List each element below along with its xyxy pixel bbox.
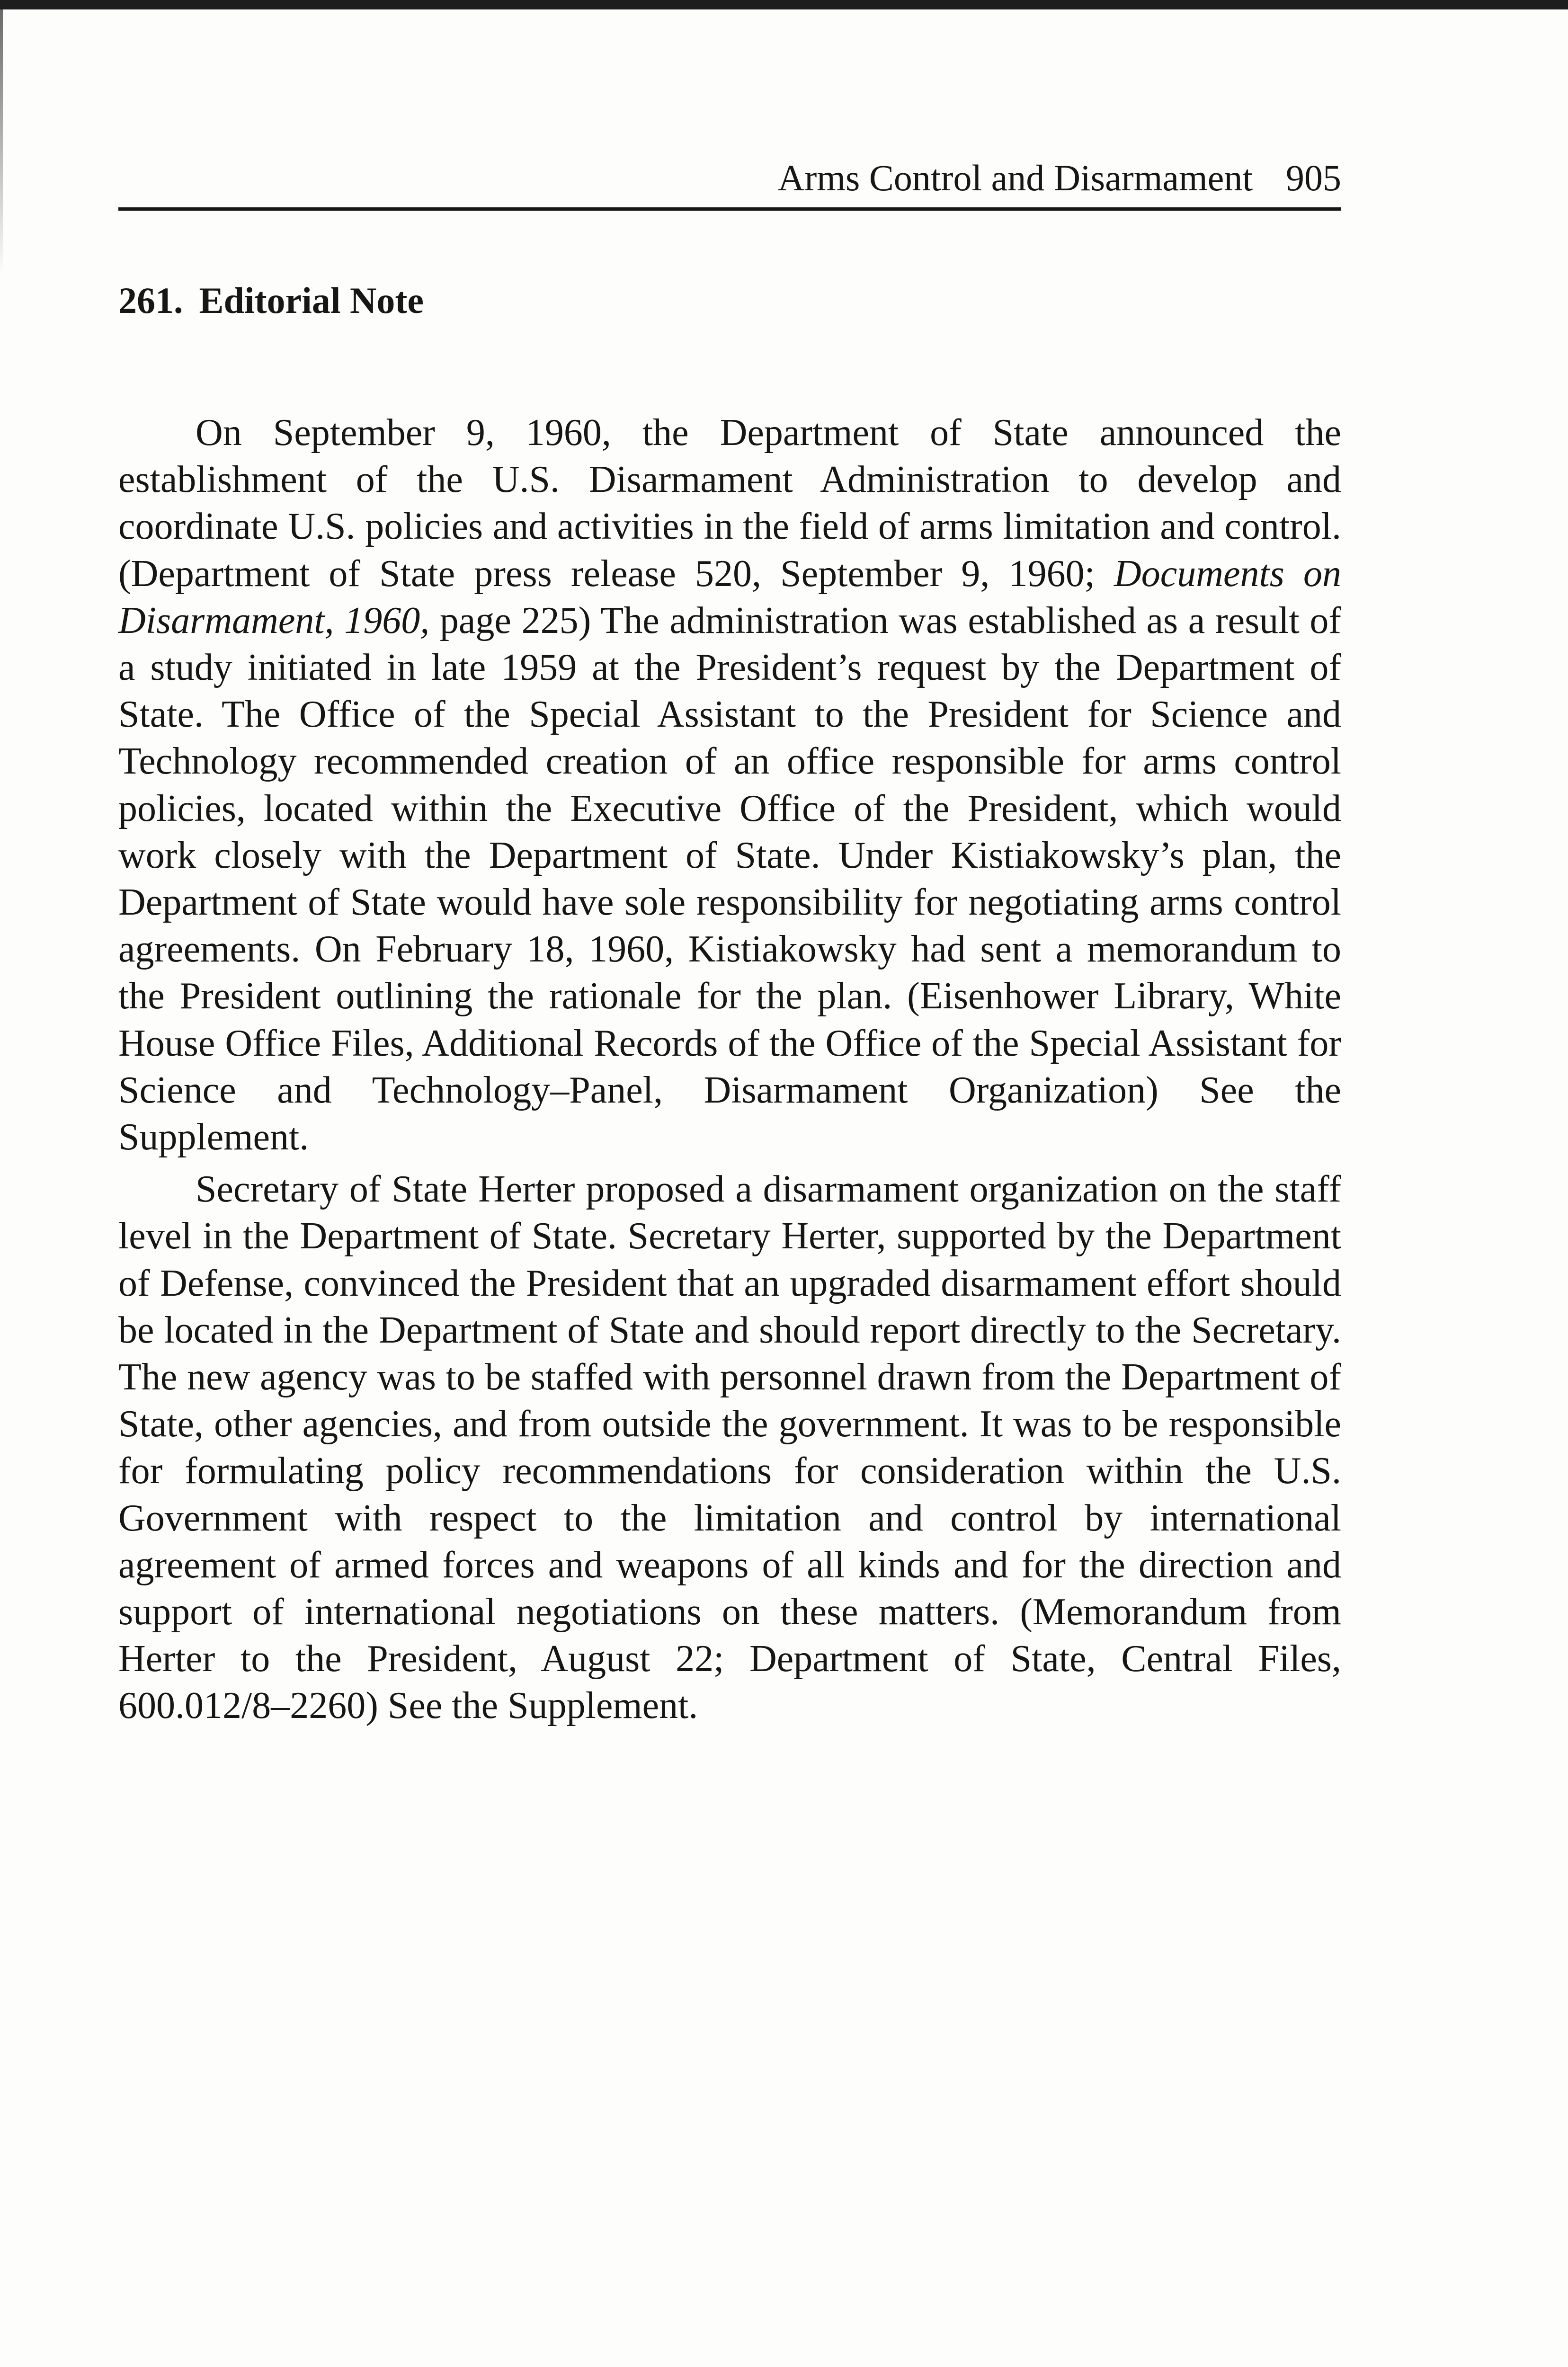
- paragraph-2: Secretary of State Herter proposed a disarmament organization on the staff level in the Department of State. Secretary Herter, supported by the Department of Defense, convinced the President that an upgraded disarmament effort should be located in the Department of State and should report directly to the Secretary. The new agency was to be staffed with personnel drawn from the Department of State, other agencies, and from outside the government. It was to be responsible for formulating policy recommendations for consideration within the U.S. Government with respect to the limitation and control by international agreement of armed forces and weapons of all kinds and for the direction and support of international negotiations on these matters. (Memorandum from Herter to the President, August 22; Department of State, Central Files, 600.012/8–2260) See the Supplement.: [118, 1168, 1341, 1727]
- paragraph-1: [118, 409, 1341, 1161]
- editorial-note-heading: [118, 272, 424, 329]
- scan-left-edge: [0, 9, 3, 275]
- paragraph-1-italic-citation: Documents on Disarmament, 1960,: [118, 552, 1342, 641]
- paragraph-1-text-a: On September 9, 1960, the Department of State announced the establishment of the U.S. Disarmament Administration to develop and coordinate U.S. policies and activities in the field of arms limitation and control. (Department of State press release 520, September 9, 1960;: [118, 412, 1341, 595]
- page-number: 905: [1286, 157, 1341, 198]
- scan-top-edge: [0, 0, 1568, 9]
- paragraph-1-text-b: page 225) The administration was established as a result of a study initiated in late 1959 at the President’s request by the Department of State. The Office of the Special Assistant to the President for Science and Technology recommended creation of an office responsible for arms control policies, located within the Executive Office of the President, which would work closely with the Department of State. Under Kistiakowsky’s plan, the Department of State would have sole responsibility for negotiating arms control agreements. On February 18, 1960, Kistiakowsky had sent a memorandum to the President outlining the rationale for the plan. (Eisenhower Library, White House Office Files, Additional Records of the Office of the Special Assistant for Science and Technology–Panel, Disarmament Organization) See the Supplement.: [118, 599, 1342, 1158]
- header-rule: [118, 207, 1341, 211]
- note-body: [118, 409, 1341, 1735]
- running-head-title: Arms Control and Disarmament: [778, 157, 1253, 198]
- running-head: [118, 151, 1341, 205]
- note-number: 261.: [118, 280, 183, 321]
- note-title: Editorial Note: [199, 280, 424, 321]
